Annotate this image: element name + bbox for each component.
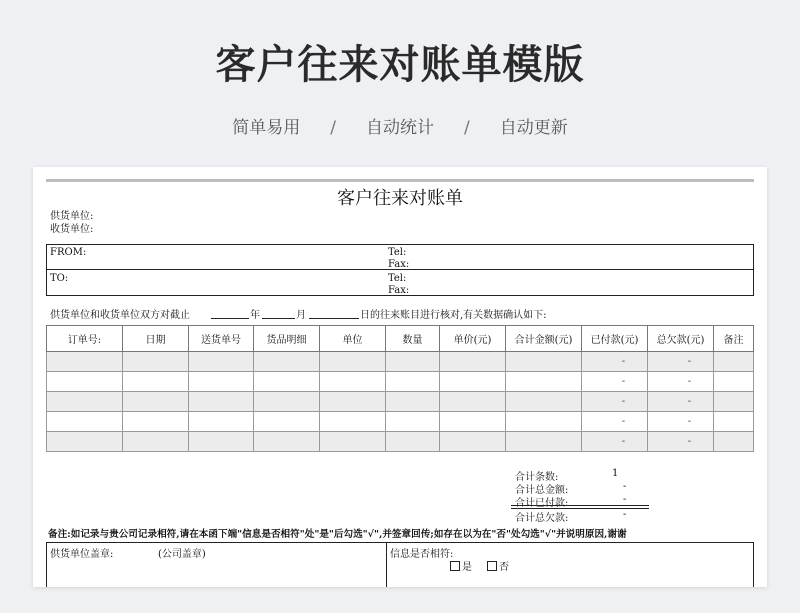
table-cell[interactable]: - (582, 352, 648, 372)
table-cell[interactable] (123, 352, 189, 372)
from-tel-label: Tel: (388, 247, 407, 258)
table-cell[interactable] (47, 352, 123, 372)
company-seal-label: (公司盖章) (158, 549, 206, 560)
to-label: TO: (50, 273, 69, 284)
table-cell[interactable] (506, 372, 582, 392)
table-header-row (47, 326, 754, 352)
col-paid: 已付款(元) (582, 326, 648, 352)
col-total-amount: 合计金额(元) (506, 326, 582, 352)
summary-total-value: - (623, 481, 627, 492)
doc-title: 客户往来对账单 (337, 188, 463, 209)
statement-sheet (33, 167, 767, 587)
table-cell[interactable]: - (582, 392, 648, 412)
table-cell[interactable]: - (648, 432, 714, 452)
statement-part1: 供货单位和收货单位双方对截止 (50, 310, 190, 321)
table-cell[interactable] (506, 352, 582, 372)
summary-count-value: 1 (612, 468, 619, 479)
col-owed: 总欠款(元) (648, 326, 714, 352)
summary-count-label: 合计条数: (515, 472, 559, 483)
feature-list (0, 113, 800, 138)
col-remark: 备注 (714, 326, 754, 352)
day-blank (309, 318, 359, 319)
from-box (46, 244, 754, 270)
table-row (47, 372, 754, 392)
table-cell[interactable] (320, 372, 386, 392)
statement-month: 月 (296, 310, 306, 321)
table-cell[interactable]: - (648, 392, 714, 412)
supplier-label: 供货单位: (50, 211, 94, 222)
month-blank (262, 318, 295, 319)
table-cell[interactable] (506, 412, 582, 432)
table-cell[interactable] (47, 412, 123, 432)
table-cell[interactable] (386, 392, 440, 412)
yes-option[interactable] (450, 558, 472, 573)
table-cell[interactable] (506, 432, 582, 452)
col-date: 日期 (123, 326, 189, 352)
col-unit-price: 单价(元) (440, 326, 506, 352)
summary-paid-value: - (623, 494, 627, 505)
table-cell[interactable] (123, 432, 189, 452)
table-cell[interactable] (254, 372, 320, 392)
summary-owed-label: 合计总欠款: (515, 513, 569, 524)
table-cell[interactable] (189, 372, 254, 392)
summary-owed-value: - (623, 509, 627, 520)
table-cell[interactable]: - (648, 412, 714, 432)
table-cell[interactable] (386, 432, 440, 452)
feature-auto-update: 自动更新 (499, 118, 568, 138)
from-label: FROM: (50, 247, 87, 258)
col-goods-detail: 货品明细 (254, 326, 320, 352)
receiver-label: 收货单位: (50, 224, 94, 235)
no-checkbox[interactable] (487, 561, 497, 571)
table-cell[interactable] (440, 432, 506, 452)
top-rule (46, 179, 754, 182)
table-cell[interactable]: - (582, 372, 648, 392)
yes-checkbox[interactable] (450, 561, 460, 571)
table-cell[interactable] (320, 432, 386, 452)
table-cell[interactable] (320, 412, 386, 432)
table-cell[interactable] (123, 372, 189, 392)
to-box (46, 269, 754, 296)
table-cell[interactable]: - (648, 352, 714, 372)
table-cell[interactable] (714, 432, 754, 452)
table-cell[interactable]: - (582, 432, 648, 452)
summary-paid-label: 合计已付款: (515, 498, 569, 509)
col-unit: 单位 (320, 326, 386, 352)
table-row (47, 432, 754, 452)
feature-separator: / (330, 118, 336, 138)
table-cell[interactable] (47, 432, 123, 452)
table-cell[interactable] (386, 372, 440, 392)
table-cell[interactable] (254, 412, 320, 432)
to-fax-label: Fax: (388, 285, 410, 296)
from-fax-label: Fax: (388, 259, 410, 270)
table-cell[interactable] (714, 352, 754, 372)
feature-separator: / (464, 118, 470, 138)
page-title: 客户往来对账单模版 (215, 42, 585, 88)
statement-year: 年 (250, 310, 260, 321)
table-row (47, 412, 754, 432)
table-cell[interactable] (386, 412, 440, 432)
year-blank (211, 318, 249, 319)
match-label: 信息是否相符: (390, 549, 454, 560)
table-cell[interactable]: - (582, 412, 648, 432)
table-cell[interactable] (386, 352, 440, 372)
table-row (47, 392, 754, 412)
summary-total-label: 合计总金额: (515, 485, 569, 496)
table-cell[interactable] (254, 392, 320, 412)
table-cell[interactable] (254, 352, 320, 372)
table-cell[interactable] (189, 432, 254, 452)
signature-divider (386, 543, 387, 587)
table-cell[interactable] (189, 352, 254, 372)
table-row (47, 352, 754, 372)
table-cell[interactable] (714, 372, 754, 392)
signature-box (46, 542, 754, 587)
table-cell[interactable] (320, 392, 386, 412)
table-cell[interactable] (254, 432, 320, 452)
yes-label: 是 (462, 562, 472, 573)
no-label: 否 (499, 562, 509, 573)
table-cell[interactable]: - (648, 372, 714, 392)
seal-label: 供货单位盖章: (50, 549, 114, 560)
statement-table (46, 325, 754, 452)
table-cell[interactable] (440, 412, 506, 432)
table-cell[interactable] (47, 392, 123, 412)
statement-part2: 日的往来账目进行核对,有关数据确认如下: (360, 310, 547, 321)
table-cell[interactable] (714, 392, 754, 412)
to-tel-label: Tel: (388, 273, 407, 284)
note-text: 备注:如记录与贵公司记录相符,请在本函下端"信息是否相符"处"是"后勾选"√",并签章回传;如存在以为在"否"处勾选"√"并说明原因,谢谢 (48, 529, 627, 540)
table-cell[interactable] (123, 392, 189, 412)
table-cell[interactable] (47, 372, 123, 392)
table-cell[interactable] (189, 392, 254, 412)
table-cell[interactable] (506, 392, 582, 412)
table-cell[interactable] (714, 412, 754, 432)
feature-auto-stats: 自动统计 (366, 118, 434, 138)
table-cell[interactable] (440, 392, 506, 412)
col-delivery-no: 送货单号 (189, 326, 254, 352)
table-cell[interactable] (123, 412, 189, 432)
table-cell[interactable] (320, 352, 386, 372)
summary-rule (511, 505, 649, 506)
no-option[interactable] (487, 558, 509, 573)
col-quantity: 数量 (386, 326, 440, 352)
table-cell[interactable] (440, 352, 506, 372)
col-order-no: 订单号: (47, 326, 123, 352)
feature-easy: 简单易用 (232, 118, 301, 138)
table-cell[interactable] (189, 412, 254, 432)
table-cell[interactable] (440, 372, 506, 392)
